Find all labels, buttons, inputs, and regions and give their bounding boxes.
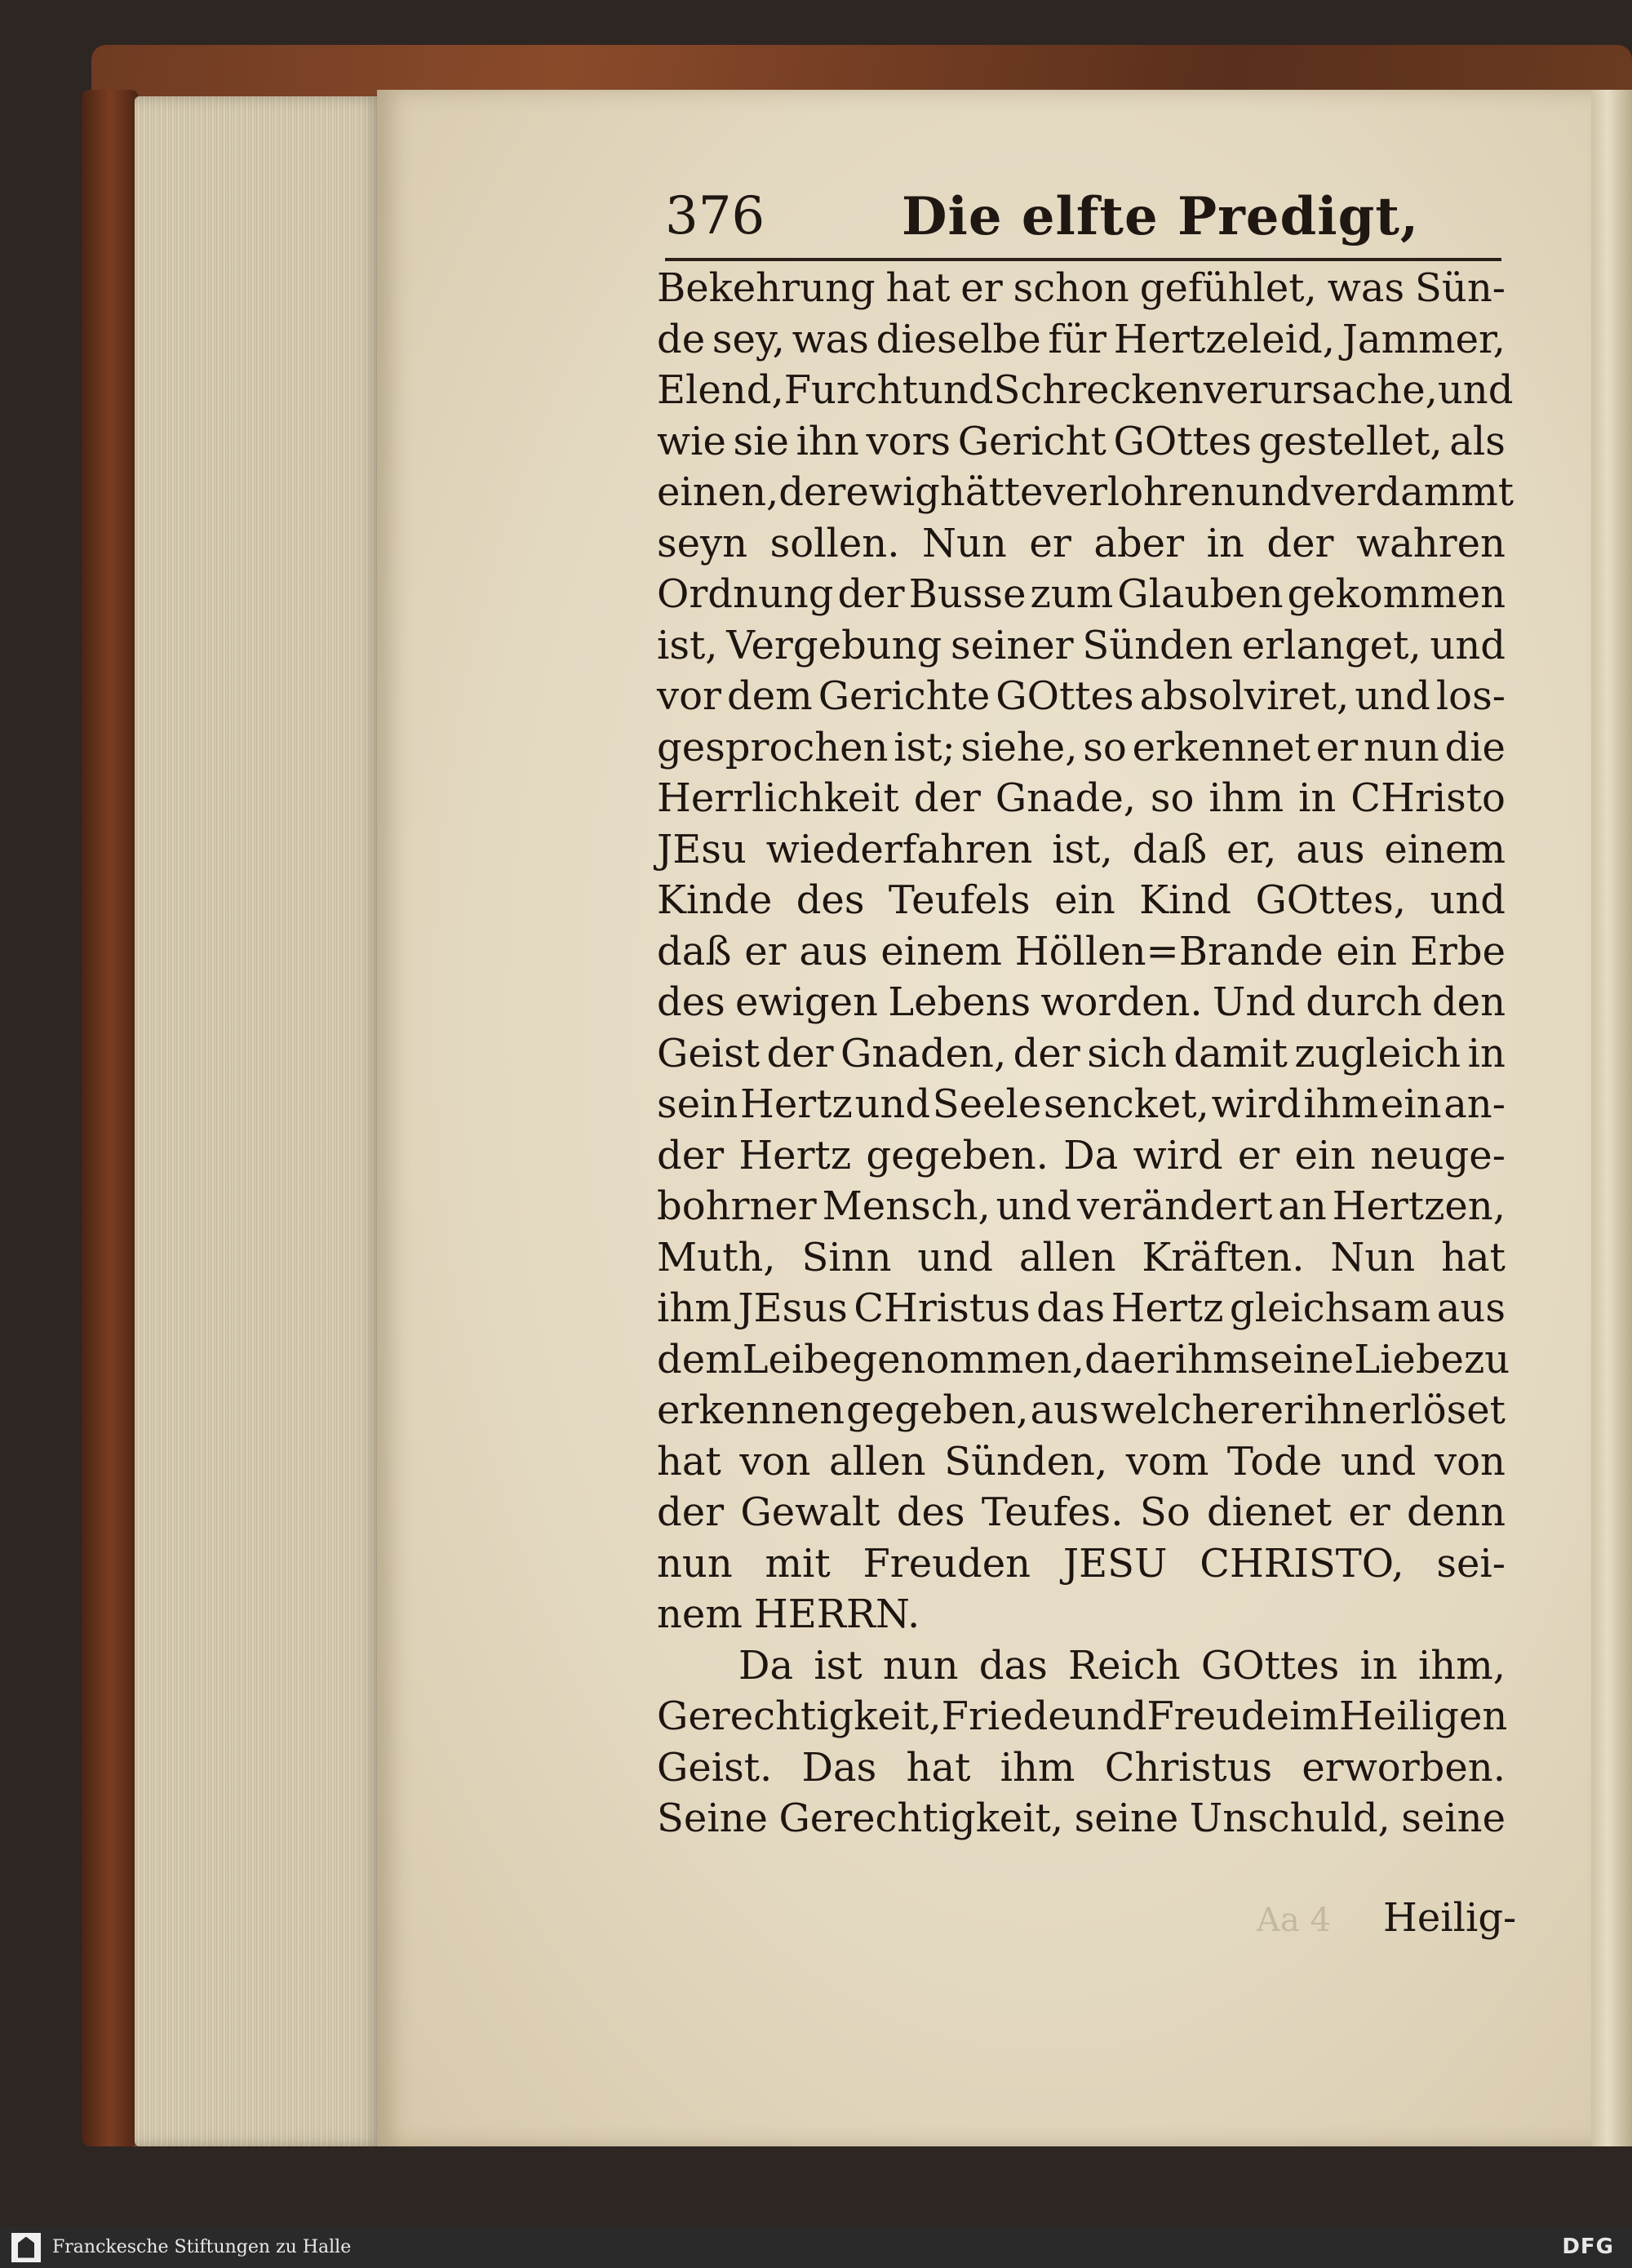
- word: Das: [801, 1744, 877, 1791]
- word: JEsu: [657, 826, 747, 872]
- word: Ordnung: [657, 571, 834, 617]
- text-line: [657, 1487, 1506, 1538]
- word: einem: [1384, 826, 1506, 872]
- word: JEsus: [738, 1285, 848, 1331]
- word: und: [1235, 469, 1311, 515]
- word: seiner: [950, 622, 1074, 668]
- word: er: [1237, 1132, 1280, 1178]
- page-block-edges: [135, 96, 384, 2146]
- word: und: [917, 1234, 993, 1280]
- word: sein: [657, 1081, 738, 1127]
- word: hat: [906, 1744, 971, 1791]
- word: Hertzen,: [1332, 1183, 1506, 1229]
- word: CHristo: [1350, 775, 1506, 821]
- bleed-through-signature: Aa 4: [1257, 1902, 1331, 1939]
- word: ihm: [1000, 1744, 1075, 1791]
- word: Liebe: [1354, 1336, 1464, 1383]
- page-body: [657, 263, 1514, 1844]
- word: Höllen=Brande: [1014, 928, 1324, 974]
- word: Teufels: [888, 877, 1031, 923]
- word: gefühlet,: [1139, 265, 1317, 311]
- word: seyn: [657, 520, 748, 566]
- word: absolviret,: [1139, 673, 1350, 719]
- word: gekommen: [1287, 571, 1506, 617]
- word: worden.: [1040, 979, 1203, 1025]
- word: hat: [885, 265, 951, 311]
- word: Gericht: [957, 418, 1106, 464]
- text-line: [657, 773, 1506, 824]
- word: Jammer,: [1342, 316, 1506, 362]
- word: nun: [882, 1642, 959, 1689]
- word: HERRN.: [753, 1591, 920, 1637]
- word: er: [1260, 1387, 1302, 1433]
- word: erkennen: [657, 1387, 845, 1433]
- word: und: [1340, 1438, 1417, 1485]
- text-line: [657, 824, 1506, 876]
- word: ihm,: [1417, 1642, 1506, 1689]
- word: Hertz: [740, 1081, 853, 1127]
- word: Busse: [908, 571, 1027, 617]
- text-line: [657, 518, 1506, 570]
- word: Unschuld,: [1189, 1795, 1390, 1841]
- text-line: [657, 1691, 1506, 1742]
- word: Gewalt: [740, 1489, 880, 1535]
- text-line: [657, 1640, 1506, 1692]
- word: vor: [657, 673, 721, 719]
- word: Freude: [1146, 1693, 1290, 1739]
- word: ewig: [845, 469, 940, 515]
- word: gestellet,: [1258, 418, 1443, 464]
- word: sie: [733, 418, 789, 464]
- word: siehe,: [960, 724, 1078, 770]
- word: seine: [1074, 1795, 1179, 1841]
- word: hat: [657, 1438, 721, 1485]
- word: Glauben: [1117, 571, 1284, 617]
- word: Gnaden,: [840, 1030, 1007, 1076]
- word: verdammt: [1310, 469, 1514, 515]
- word: da: [1084, 1336, 1133, 1383]
- word: so: [1083, 724, 1127, 770]
- word: ihm: [657, 1285, 732, 1331]
- word: allen: [1018, 1234, 1116, 1280]
- text-line: [657, 671, 1506, 722]
- text-line: [657, 1028, 1506, 1080]
- word: Seele: [932, 1081, 1042, 1127]
- word: denn: [1407, 1489, 1506, 1535]
- word: sencket,: [1043, 1081, 1209, 1127]
- word: ein: [1380, 1081, 1442, 1127]
- text-line: [657, 1385, 1506, 1436]
- word: GOttes: [1113, 418, 1252, 464]
- text-line: [657, 1793, 1506, 1844]
- word: Da: [1063, 1132, 1119, 1178]
- word: wiederfahren: [765, 826, 1033, 872]
- word: er: [1348, 1489, 1390, 1535]
- word: aus: [1436, 1285, 1506, 1331]
- text-line: [657, 977, 1506, 1028]
- word: Gerichte: [818, 673, 991, 719]
- word: erlöset: [1368, 1387, 1506, 1433]
- word: Reich: [1068, 1642, 1181, 1689]
- word: des: [657, 979, 725, 1025]
- text-line: [657, 365, 1514, 416]
- word: Sinn: [801, 1234, 892, 1280]
- word: Hertzeleid,: [1113, 316, 1335, 362]
- dfg-badge: DFG: [1562, 2235, 1614, 2259]
- word: vors: [866, 418, 951, 464]
- institution-name: Franckesche Stiftungen zu Halle: [52, 2237, 352, 2257]
- word: Mensch,: [822, 1183, 991, 1229]
- text-line: [657, 467, 1514, 518]
- word: der: [1266, 520, 1334, 566]
- word: und: [1430, 622, 1506, 668]
- word: aus: [1030, 1387, 1099, 1433]
- word: seine: [1249, 1336, 1355, 1383]
- word: gesprochen: [657, 724, 889, 770]
- text-line: [657, 1079, 1506, 1130]
- catchword: Heilig-: [1383, 1895, 1517, 1941]
- word: GOttes: [996, 673, 1134, 719]
- word: ihn: [796, 418, 859, 464]
- word: in: [1298, 775, 1337, 821]
- text-line: [657, 620, 1506, 672]
- word: der: [657, 1132, 725, 1178]
- word: Tode: [1226, 1438, 1323, 1485]
- word: vom: [1125, 1438, 1209, 1485]
- word: der: [1013, 1030, 1080, 1076]
- word: Vergebung: [726, 622, 942, 668]
- word: aus: [799, 928, 868, 974]
- word: gegeben,: [845, 1387, 1029, 1433]
- word: los-: [1435, 673, 1506, 719]
- word: des: [796, 877, 865, 923]
- word: sollen.: [769, 520, 900, 566]
- word: Gerechtigkeit,: [657, 1693, 942, 1739]
- text-line: [657, 1283, 1506, 1334]
- text-line: [657, 1742, 1506, 1794]
- text-line: [657, 263, 1506, 314]
- word: genommen,: [852, 1336, 1084, 1383]
- word: Bekehrung: [657, 265, 876, 311]
- word: einen,: [657, 469, 779, 515]
- institution-logo-icon: [11, 2233, 41, 2262]
- word: ihn: [1303, 1387, 1368, 1433]
- word: CHristus: [854, 1285, 1031, 1331]
- word: aus: [1296, 826, 1365, 872]
- word: und: [996, 1183, 1072, 1229]
- word: er: [1315, 724, 1359, 770]
- word: allen: [828, 1438, 926, 1485]
- word: er,: [1226, 826, 1277, 872]
- word: Geist.: [657, 1744, 773, 1791]
- word: zu: [1463, 1336, 1510, 1383]
- word: Nun: [1330, 1234, 1416, 1280]
- word: und: [1071, 1693, 1147, 1739]
- word: Gerechtigkeit,: [778, 1795, 1064, 1841]
- word: de: [657, 316, 706, 362]
- word: mit: [765, 1540, 831, 1587]
- word: ihm: [1208, 775, 1284, 821]
- word: der: [913, 775, 981, 821]
- word: als: [1449, 418, 1506, 464]
- word: in: [1467, 1030, 1506, 1076]
- word: er: [744, 928, 787, 974]
- word: der: [657, 1489, 725, 1535]
- text-line: [657, 314, 1506, 366]
- word: hätte: [939, 469, 1044, 515]
- header-rule: [665, 258, 1501, 261]
- text-line: [657, 926, 1506, 978]
- word: dem: [657, 1336, 743, 1383]
- word: dienet: [1206, 1489, 1333, 1535]
- word: bohrner: [657, 1183, 817, 1229]
- book-spine-edge: [82, 90, 139, 2146]
- word: Heiligen: [1338, 1693, 1508, 1739]
- word: Leibe: [742, 1336, 853, 1383]
- word: dem: [727, 673, 813, 719]
- word: die: [1444, 724, 1506, 770]
- word: des: [896, 1489, 965, 1535]
- text-line: [657, 1181, 1506, 1232]
- word: GOttes: [1200, 1642, 1340, 1689]
- word: erkennet: [1132, 724, 1310, 770]
- word: in: [1359, 1642, 1398, 1689]
- word: Hertz: [738, 1132, 852, 1178]
- word: er: [1133, 1336, 1175, 1383]
- word: Da: [738, 1642, 794, 1689]
- text-line: [657, 722, 1506, 774]
- word: Kind: [1139, 877, 1232, 923]
- word: was: [1327, 265, 1405, 311]
- text-line: [657, 569, 1506, 620]
- word: nun: [657, 1540, 733, 1587]
- word: Elend,: [657, 367, 784, 413]
- word: an: [1278, 1183, 1327, 1229]
- word: verändert: [1077, 1183, 1273, 1229]
- footer-bar: [0, 2226, 1632, 2268]
- word: sey,: [712, 316, 785, 362]
- word: sich: [1087, 1030, 1167, 1076]
- word: aber: [1093, 520, 1185, 566]
- word: im: [1289, 1693, 1339, 1739]
- word: welcher: [1100, 1387, 1259, 1433]
- word: einem: [880, 928, 1002, 974]
- word: Freuden: [863, 1540, 1031, 1587]
- word: verursache,: [1203, 367, 1438, 413]
- word: erlanget,: [1241, 622, 1421, 668]
- word: Erbe: [1409, 928, 1506, 974]
- word: Sün-: [1415, 265, 1506, 311]
- word: der: [837, 571, 905, 617]
- word: Schrecken: [993, 367, 1204, 413]
- word: Friede: [941, 1693, 1071, 1739]
- word: Teufes.: [981, 1489, 1124, 1535]
- page-number: 376: [665, 186, 765, 246]
- word: von: [1435, 1438, 1506, 1485]
- word: schon: [1013, 265, 1129, 311]
- text-line: [657, 1436, 1506, 1488]
- word: Hertz: [1111, 1285, 1224, 1331]
- word: seine: [1401, 1795, 1506, 1841]
- text-line: [657, 1232, 1506, 1284]
- word: und: [854, 1081, 931, 1127]
- word: der: [766, 1030, 834, 1076]
- word: er: [1029, 520, 1071, 566]
- word: nun: [1363, 724, 1439, 770]
- text-line: [657, 1538, 1506, 1590]
- word: nem: [657, 1591, 743, 1637]
- word: das: [978, 1642, 1048, 1689]
- text-line: [657, 875, 1506, 926]
- word: und: [917, 367, 994, 413]
- word: von: [739, 1438, 811, 1485]
- word: Furcht: [783, 367, 918, 413]
- word: daß: [1132, 826, 1208, 872]
- word: und: [1430, 877, 1506, 923]
- word: Seine: [657, 1795, 768, 1841]
- word: durch: [1306, 979, 1422, 1025]
- word: in: [1206, 520, 1244, 566]
- word: Herrlichkeit: [657, 775, 899, 821]
- word: ist,: [1052, 826, 1113, 872]
- word: für: [1048, 316, 1106, 362]
- word: Sünden: [1082, 622, 1234, 668]
- word: neuge-: [1370, 1132, 1506, 1178]
- word: was: [792, 316, 869, 362]
- text-line: [657, 416, 1506, 468]
- word: So: [1139, 1489, 1191, 1535]
- word: CHRISTO,: [1200, 1540, 1404, 1587]
- word: ihm: [1174, 1336, 1250, 1383]
- text-line: [657, 1334, 1510, 1386]
- word: Geist: [657, 1030, 761, 1076]
- word: daß: [657, 928, 732, 974]
- word: verlohren: [1043, 469, 1236, 515]
- word: wird: [1133, 1132, 1223, 1178]
- word: der: [778, 469, 846, 515]
- word: Sünden,: [944, 1438, 1108, 1485]
- word: an-: [1444, 1081, 1506, 1127]
- word: Kinde: [657, 877, 773, 923]
- word: erworben.: [1302, 1744, 1506, 1791]
- word: sei-: [1436, 1540, 1506, 1587]
- word: dieselbe: [876, 316, 1041, 362]
- word: so: [1150, 775, 1195, 821]
- facing-page-edge: [1591, 90, 1632, 2146]
- word: gleichsam: [1229, 1285, 1431, 1331]
- word: Christus: [1104, 1744, 1273, 1791]
- word: gegeben.: [866, 1132, 1049, 1178]
- word: Lebens: [888, 979, 1031, 1025]
- text-line: [657, 1589, 1506, 1640]
- word: wird: [1211, 1081, 1302, 1127]
- word: ist;: [894, 724, 956, 770]
- word: ihm: [1303, 1081, 1379, 1127]
- page-header: [665, 186, 1501, 261]
- word: hat: [1441, 1234, 1506, 1280]
- word: ein: [1054, 877, 1115, 923]
- word: wahren: [1356, 520, 1506, 566]
- word: ewigen: [735, 979, 878, 1025]
- word: zugleich: [1294, 1030, 1461, 1076]
- word: Nun: [922, 520, 1007, 566]
- word: er: [960, 265, 1003, 311]
- word: ein: [1336, 928, 1398, 974]
- word: ein: [1294, 1132, 1356, 1178]
- word: GOttes,: [1255, 877, 1407, 923]
- word: Gnade,: [995, 775, 1136, 821]
- word: ist: [814, 1642, 863, 1689]
- word: Muth,: [657, 1234, 776, 1280]
- word: Und: [1212, 979, 1297, 1025]
- word: zum: [1030, 571, 1114, 617]
- word: JESU: [1062, 1540, 1168, 1587]
- word: wie: [657, 418, 726, 464]
- running-title: Die elfte Predigt,: [902, 186, 1420, 247]
- word: das: [1036, 1285, 1106, 1331]
- word: damit: [1173, 1030, 1288, 1076]
- text-line: [657, 1130, 1506, 1182]
- word: Kräften.: [1142, 1234, 1305, 1280]
- word: ist,: [657, 622, 718, 668]
- word: und: [1355, 673, 1430, 719]
- word: und: [1437, 367, 1514, 413]
- word: den: [1431, 979, 1506, 1025]
